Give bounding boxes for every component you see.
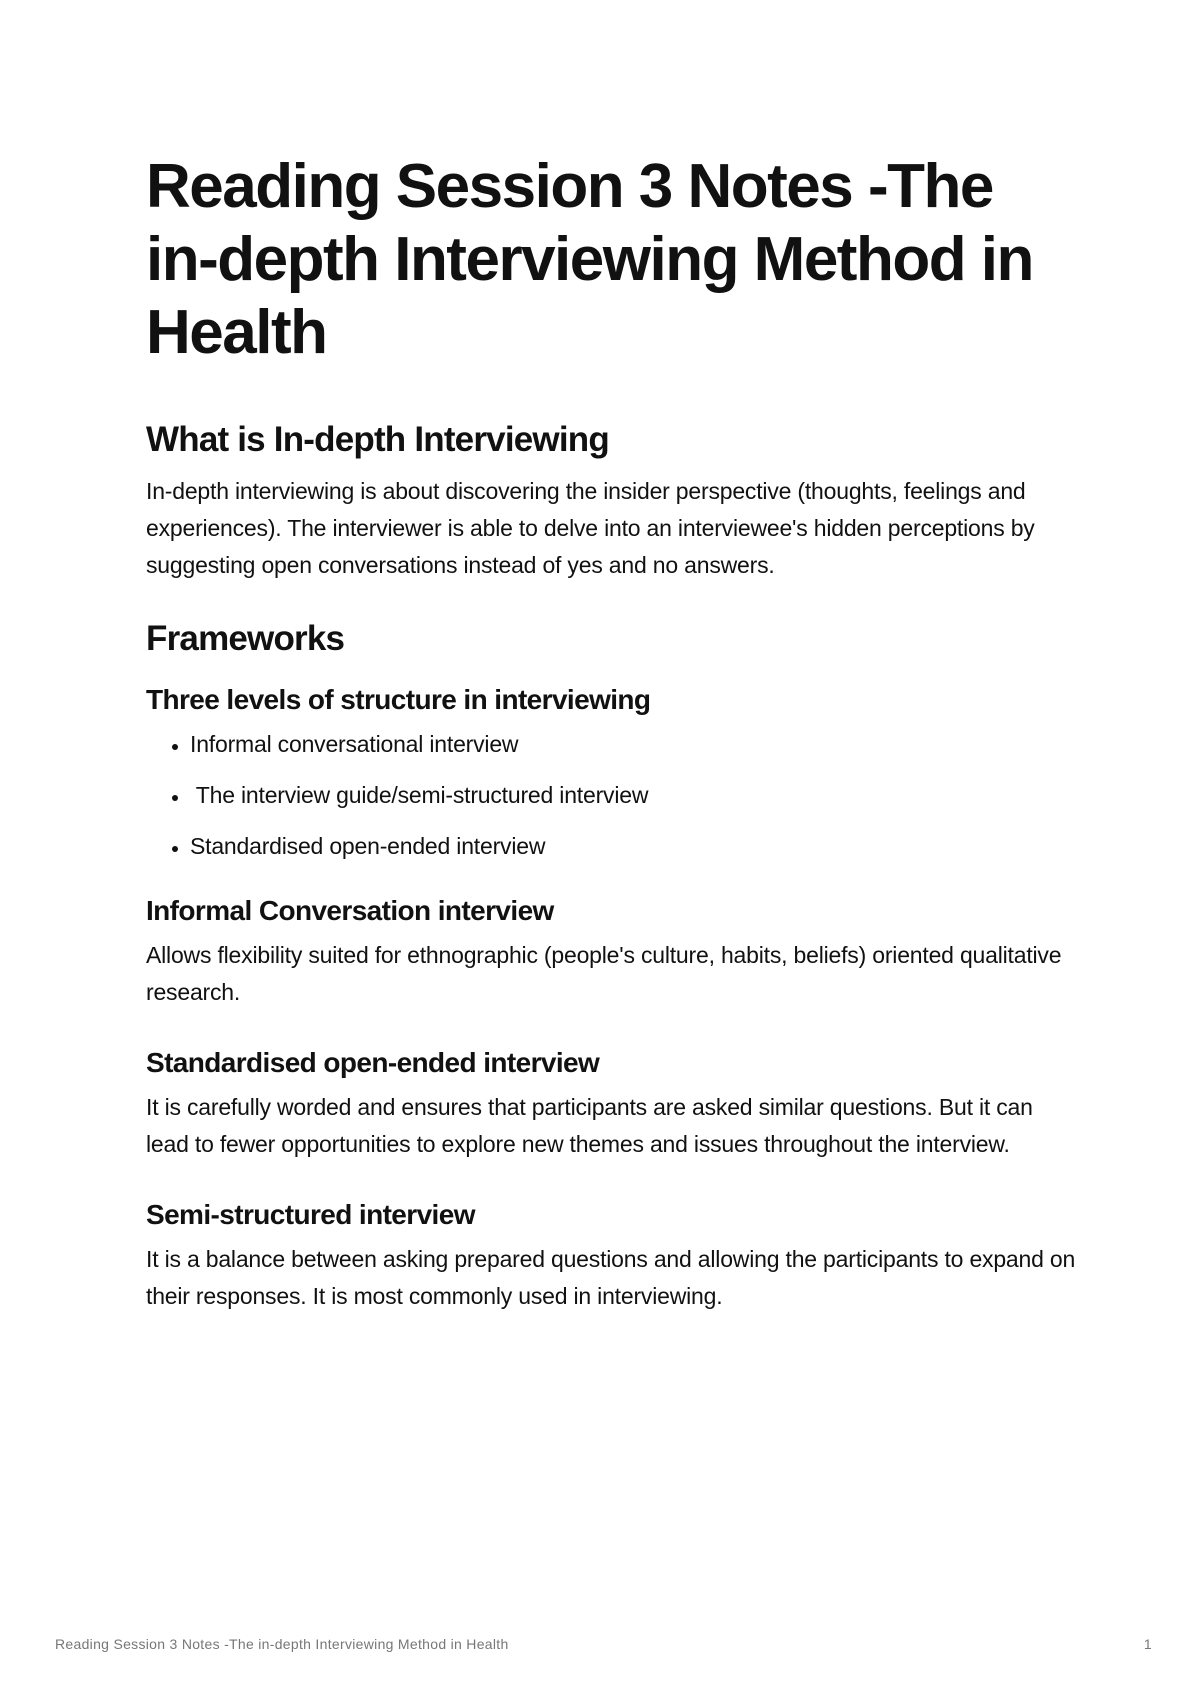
body-standardised: It is carefully worded and ensures that participants are asked similar questions. But it can lead to fewer opportunities to explore new themes and issues throughout the interview. bbox=[146, 1094, 1033, 1157]
section-heading-frameworks: Frameworks bbox=[146, 619, 345, 658]
section-body-what-is: In-depth interviewing is about discovering the insider perspective (thoughts, feelings and experiences). The interviewer is able to delve into an interviewee's hidden perceptions by suggesting open conversations instead of yes and no answers. bbox=[146, 478, 1035, 578]
subheading-three-levels: Three levels of structure in interviewing bbox=[146, 684, 651, 715]
document-page bbox=[146, 150, 1076, 1349]
body-informal: Allows flexibility suited for ethnographic (people's culture, habits, beliefs) oriented qualitative research. bbox=[146, 942, 1062, 1005]
list-item: • Standardised open-ended interview bbox=[190, 828, 1076, 865]
page-footer bbox=[55, 1636, 1152, 1652]
page-title: Reading Session 3 Notes -The in-depth Interviewing Method in Health bbox=[146, 152, 1033, 367]
footer-title: Reading Session 3 Notes -The in-depth Interviewing Method in Health bbox=[55, 1636, 509, 1652]
list-item: • Informal conversational interview bbox=[190, 726, 1076, 763]
subheading-informal: Informal Conversation interview bbox=[146, 895, 554, 926]
section-heading-what-is: What is In-depth Interviewing bbox=[146, 420, 609, 459]
page-number: 1 bbox=[1143, 1636, 1152, 1652]
subheading-standardised: Standardised open-ended interview bbox=[146, 1047, 600, 1078]
body-semi-structured: It is a balance between asking prepared questions and allowing the participants to expand on their responses. It is most commonly used in interviewing. bbox=[146, 1246, 1076, 1309]
list-item: • The interview guide/semi-structured interview bbox=[190, 777, 1076, 814]
subheading-semi-structured: Semi-structured interview bbox=[146, 1199, 475, 1230]
levels-list bbox=[146, 726, 1076, 865]
